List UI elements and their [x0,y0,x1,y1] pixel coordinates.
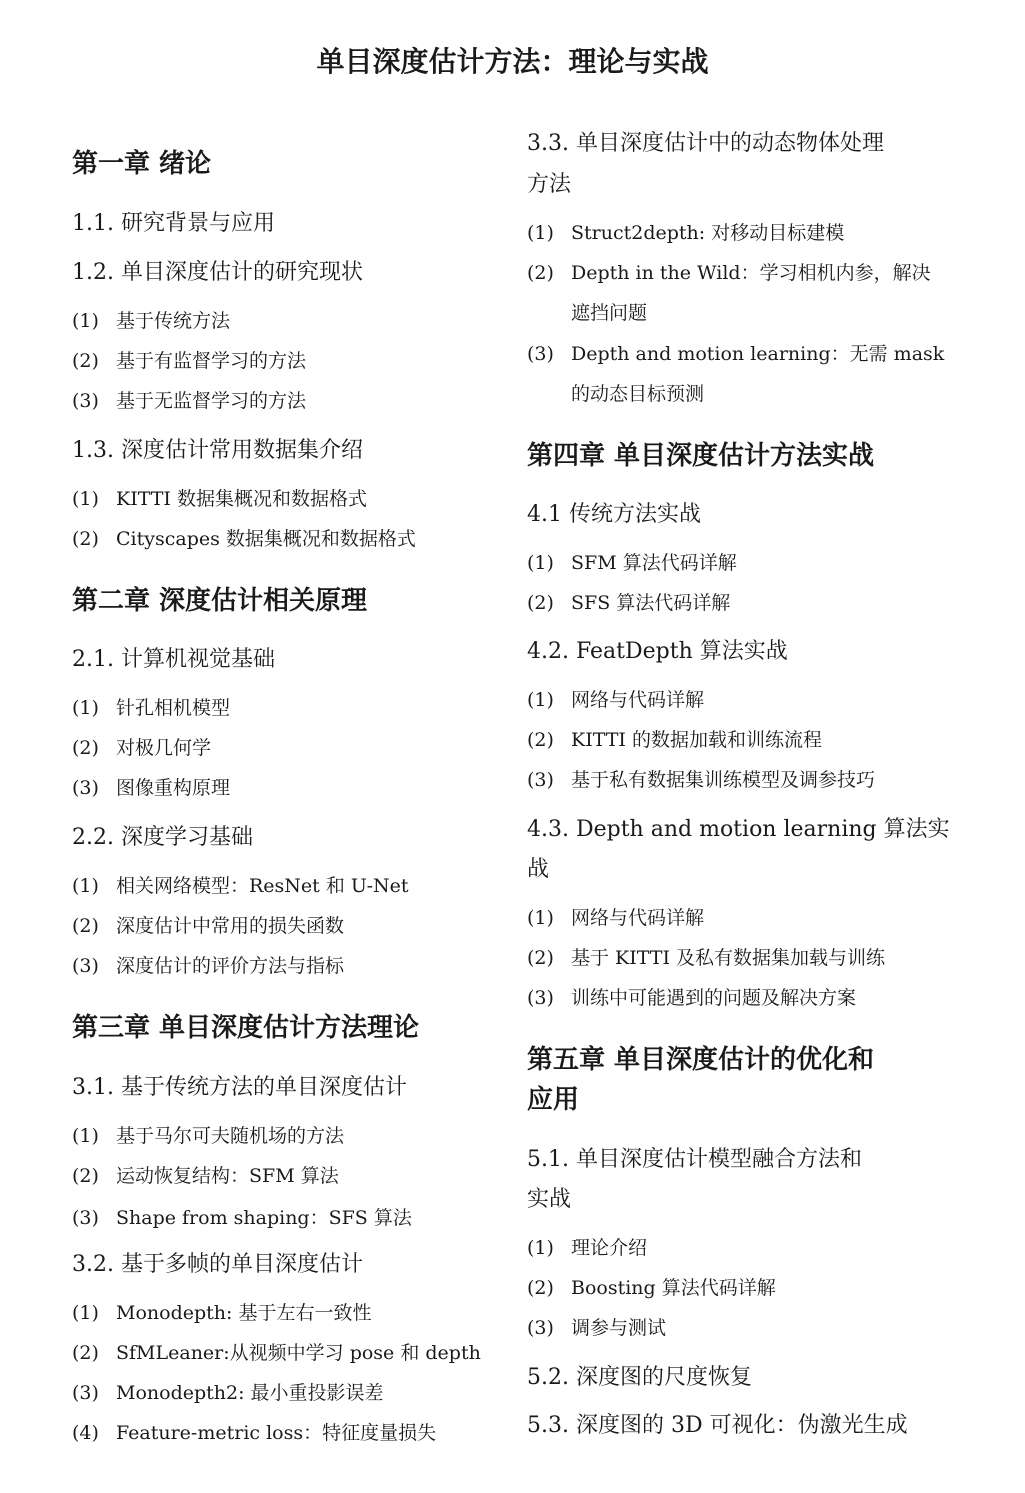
section-3-1: 3.1. 基于传统方法的单目深度估计 [72,1075,407,1100]
item-number: (1) [527,1237,554,1259]
chapter-3-heading: 第三章 单目深度估计方法理论 [72,1013,420,1043]
item-text: 训练中可能遇到的问题及解决方案 [571,987,857,1009]
item-text: Struct2depth: 对移动目标建模 [571,222,845,244]
item-text: 理论介绍 [571,1237,648,1259]
item-number: (2) [527,592,554,614]
section-5-1-cont: 实战 [527,1187,572,1212]
item-number: (2) [72,1342,99,1364]
item-text: 相关网络模型：ResNet 和 U-Net [116,875,409,897]
section-1-1: 1.1. 研究背景与应用 [72,211,275,236]
list-item [527,943,885,970]
list-item [527,588,730,615]
item-number: (1) [527,689,554,711]
item-number: (2) [72,350,99,372]
section-3-2: 3.2. 基于多帧的单目深度估计 [72,1252,363,1277]
list-item [527,218,844,245]
list-item [72,733,211,760]
list-item [72,773,230,800]
item-text: 针孔相机模型 [116,697,231,719]
item-number: (3) [527,343,554,365]
item-text: SFS 算法代码详解 [571,592,731,614]
list-item [72,386,306,413]
item-number: (1) [72,875,99,897]
section-2-2: 2.2. 深度学习基础 [72,825,253,850]
list-item [527,1273,776,1300]
section-5-3: 5.3. 深度图的 3D 可视化：伪激光生成 [527,1413,908,1438]
item-text: 深度估计的评价方法与指标 [116,955,345,977]
item-number: (3) [72,777,99,799]
section-4-3-cont: 战 [527,857,550,882]
section-2-1: 2.1. 计算机视觉基础 [72,647,275,672]
item-text: Depth and motion learning：无需 mask [571,343,945,365]
item-text: 调参与测试 [571,1317,667,1339]
list-item [72,911,344,938]
section-1-2: 1.2. 单目深度估计的研究现状 [72,260,363,285]
list-item [72,693,230,720]
list-item [72,1378,384,1405]
item-text: 基于马尔可夫随机场的方法 [116,1125,345,1147]
item-number: (2) [527,947,554,969]
list-item [72,1121,344,1148]
section-3-3-cont: 方法 [527,172,572,197]
section-4-2: 4.2. FeatDepth 算法实战 [527,639,788,664]
chapter-4-heading: 第四章 单目深度估计方法实战 [527,441,875,471]
item-number: (1) [72,1125,99,1147]
item-text: 运动恢复结构：SFM 算法 [116,1165,339,1187]
item-text: Feature-metric loss：特征度量损失 [116,1422,437,1444]
item-number: (1) [72,697,99,719]
list-item [72,1418,436,1445]
list-item [527,765,875,792]
item-text-continued: 的动态目标预测 [571,383,705,405]
section-4-1: 4.1 传统方法实战 [527,502,701,527]
chapter-5-heading: 第五章 单目深度估计的优化和 [527,1045,875,1075]
item-text: SFM 算法代码详解 [571,552,737,574]
item-text: 深度估计中常用的损失函数 [116,915,345,937]
item-number: (1) [527,552,554,574]
item-number: (2) [72,1165,99,1187]
item-number: (2) [72,915,99,937]
item-text: 图像重构原理 [116,777,231,799]
section-3-3: 3.3. 单目深度估计中的动态物体处理 [527,131,884,156]
list-item [72,346,306,373]
item-text: 基于私有数据集训练模型及调参技巧 [571,769,876,791]
item-text: Monodepth2: 最小重投影误差 [116,1382,384,1404]
section-5-1: 5.1. 单目深度估计模型融合方法和 [527,1147,862,1172]
list-item [72,1298,371,1325]
list-item [527,339,944,366]
item-text: Boosting 算法代码详解 [571,1277,776,1299]
item-number: (3) [72,1382,99,1404]
list-item [527,903,704,930]
list-item [72,871,409,898]
item-number: (1) [72,310,99,332]
list-item [72,1203,412,1230]
item-text: Monodepth: 基于左右一致性 [116,1302,372,1324]
list-item [72,1161,339,1188]
item-text: Cityscapes 数据集概况和数据格式 [116,528,416,550]
item-number: (1) [72,488,99,510]
item-text: 网络与代码详解 [571,689,705,711]
chapter-1-heading: 第一章 绪论 [72,149,212,179]
item-number: (3) [72,955,99,977]
item-number: (1) [72,1302,99,1324]
item-text: 基于传统方法 [116,310,231,332]
list-item [72,524,416,551]
list-item [72,306,230,333]
chapter-5-heading-cont: 应用 [527,1085,580,1115]
item-text: 基于 KITTI 及私有数据集加载与训练 [571,947,885,969]
list-item [527,685,704,712]
list-item [527,725,822,752]
item-text: 网络与代码详解 [571,907,705,929]
item-text: KITTI 数据集概况和数据格式 [116,488,367,510]
item-text: Shape from shaping：SFS 算法 [116,1207,412,1229]
item-number: (2) [527,729,554,751]
chapter-2-heading: 第二章 深度估计相关原理 [72,586,368,616]
item-number: (4) [72,1422,99,1444]
item-text: Depth in the Wild：学习相机内参，解决 [571,262,931,284]
item-text: 基于有监督学习的方法 [116,350,307,372]
item-text: KITTI 的数据加载和训练流程 [571,729,822,751]
document-title: 单目深度估计方法：理论与实战 [316,45,709,78]
item-number: (3) [72,390,99,412]
list-item [72,951,344,978]
list-item [527,1233,647,1260]
list-item [527,1313,666,1340]
item-number: (2) [72,528,99,550]
list-item [527,548,737,575]
section-1-3: 1.3. 深度估计常用数据集介绍 [72,438,363,463]
section-5-2: 5.2. 深度图的尺度恢复 [527,1365,752,1390]
item-text: SfMLeaner:从视频中学习 pose 和 depth [116,1342,481,1364]
list-item [72,1338,481,1365]
item-text-continued: 遮挡问题 [571,302,648,324]
item-number: (2) [72,737,99,759]
list-item [72,484,367,511]
section-4-3: 4.3. Depth and motion learning 算法实 [527,817,950,842]
item-number: (3) [527,769,554,791]
list-item [527,258,931,285]
item-number: (2) [527,1277,554,1299]
item-number: (2) [527,262,554,284]
item-number: (1) [527,222,554,244]
item-text: 基于无监督学习的方法 [116,390,307,412]
item-number: (3) [72,1207,99,1229]
item-number: (3) [527,987,554,1009]
list-item [527,983,856,1010]
item-number: (3) [527,1317,554,1339]
item-number: (1) [527,907,554,929]
item-text: 对极几何学 [116,737,212,759]
